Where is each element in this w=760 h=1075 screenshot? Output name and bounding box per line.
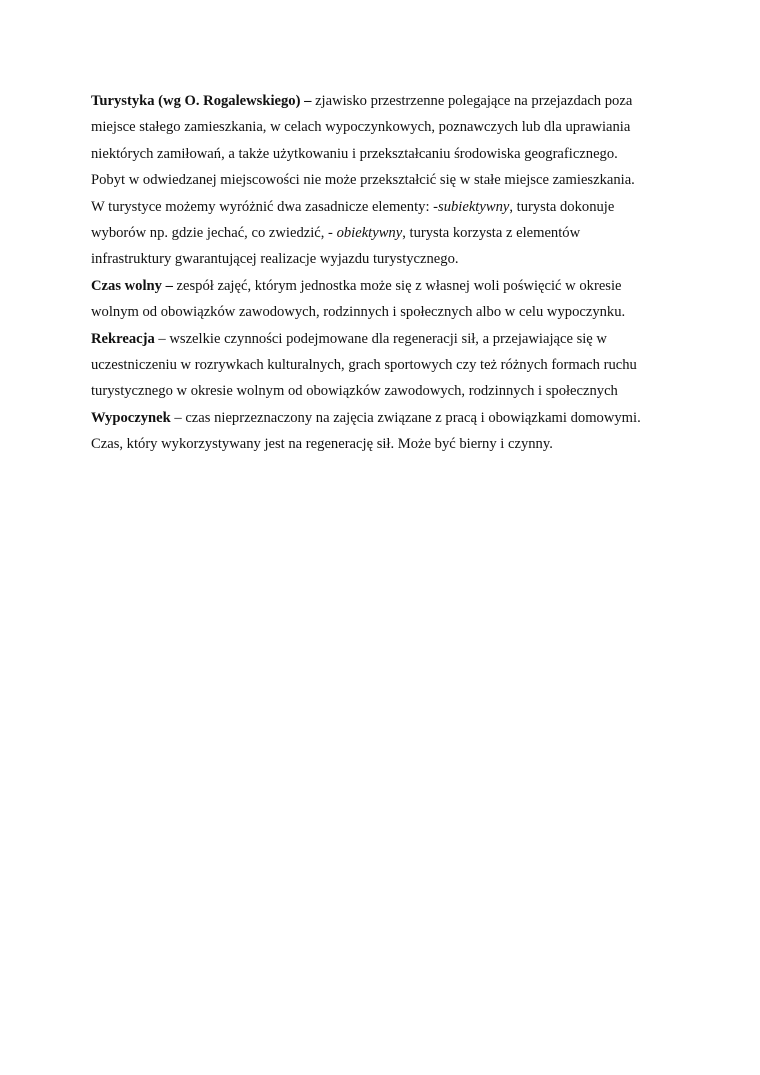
text-line [91,405,681,431]
body-text: Pobyt w odwiedzanej miejscowości nie może przekształcić się w stałe miejsce zamieszkania. [91,172,635,189]
term-heading: Czas wolny – [91,277,177,294]
body-text: niektórych zamiłowań, a także użytkowaniu i przekształcaniu środowiska geograficznego. [91,145,618,162]
text-line [91,273,681,299]
body-text: infrastruktury gwarantującej realizacje wyjazdu turystycznego. [91,251,459,268]
text-line [91,299,681,325]
text-line [91,167,681,193]
body-text: turystycznego w okresie wolnym od obowiązków zawodowych, rodzinnych i społecznych [91,383,618,400]
body-text: – czas nieprzeznaczony na zajęcia związane z pracą i obowiązkami domowymi. [170,409,641,426]
body-text: miejsce stałego zamieszkania, w celach wypoczynkowych, poznawczych lub dla uprawiania [91,119,631,136]
text-line [91,114,681,140]
term-heading: Turystyka (wg O. Rogalewskiego) – [91,93,316,109]
body-text: uczestniczeniu w rozrywkach kulturalnych, grach sportowych czy też różnych formach ruchu [91,356,637,373]
emphasis-text: obiektywny [336,224,403,241]
document-body [91,88,681,457]
body-text: zespół zajęć, którym jednostka może się z własnej woli poświęcić w okresie [176,277,622,294]
term-heading: Wypoczynek [91,409,171,426]
paragraph-turystyka [91,88,681,273]
body-text: , turysta dokonuje [509,198,615,215]
emphasis-text: subiektywny [438,198,510,215]
text-line [91,141,681,167]
body-text: – wszelkie czynności podejmowane dla regeneracji sił, a przejawiające się w [154,330,607,347]
body-text: , turysta korzysta z elementów [402,224,581,241]
text-line [91,352,681,378]
body-text: zjawisko przestrzenne polegające na przejazdach poza [315,93,633,109]
text-line [91,378,681,404]
text-line [91,194,681,220]
term-heading: Rekreacja [91,330,155,347]
text-line [91,246,681,272]
body-text: wolnym od obowiązków zawodowych, rodzinnych i społecznych albo w celu wypoczynku. [91,304,626,321]
text-line [91,220,681,246]
body-text: W turystyce możemy wyróżnić dwa zasadnicze elementy: - [91,198,439,215]
body-text: Czas, który wykorzystywany jest na regenerację sił. Może być bierny i czynny. [91,436,553,453]
text-line [91,326,681,352]
paragraph-czas-wolny [91,273,681,326]
text-line [91,88,681,114]
paragraph-rekreacja [91,326,681,405]
text-line [91,431,681,457]
paragraph-wypoczynek [91,405,681,458]
body-text: wyborów np. gdzie jechać, co zwiedzić, - [91,224,337,241]
